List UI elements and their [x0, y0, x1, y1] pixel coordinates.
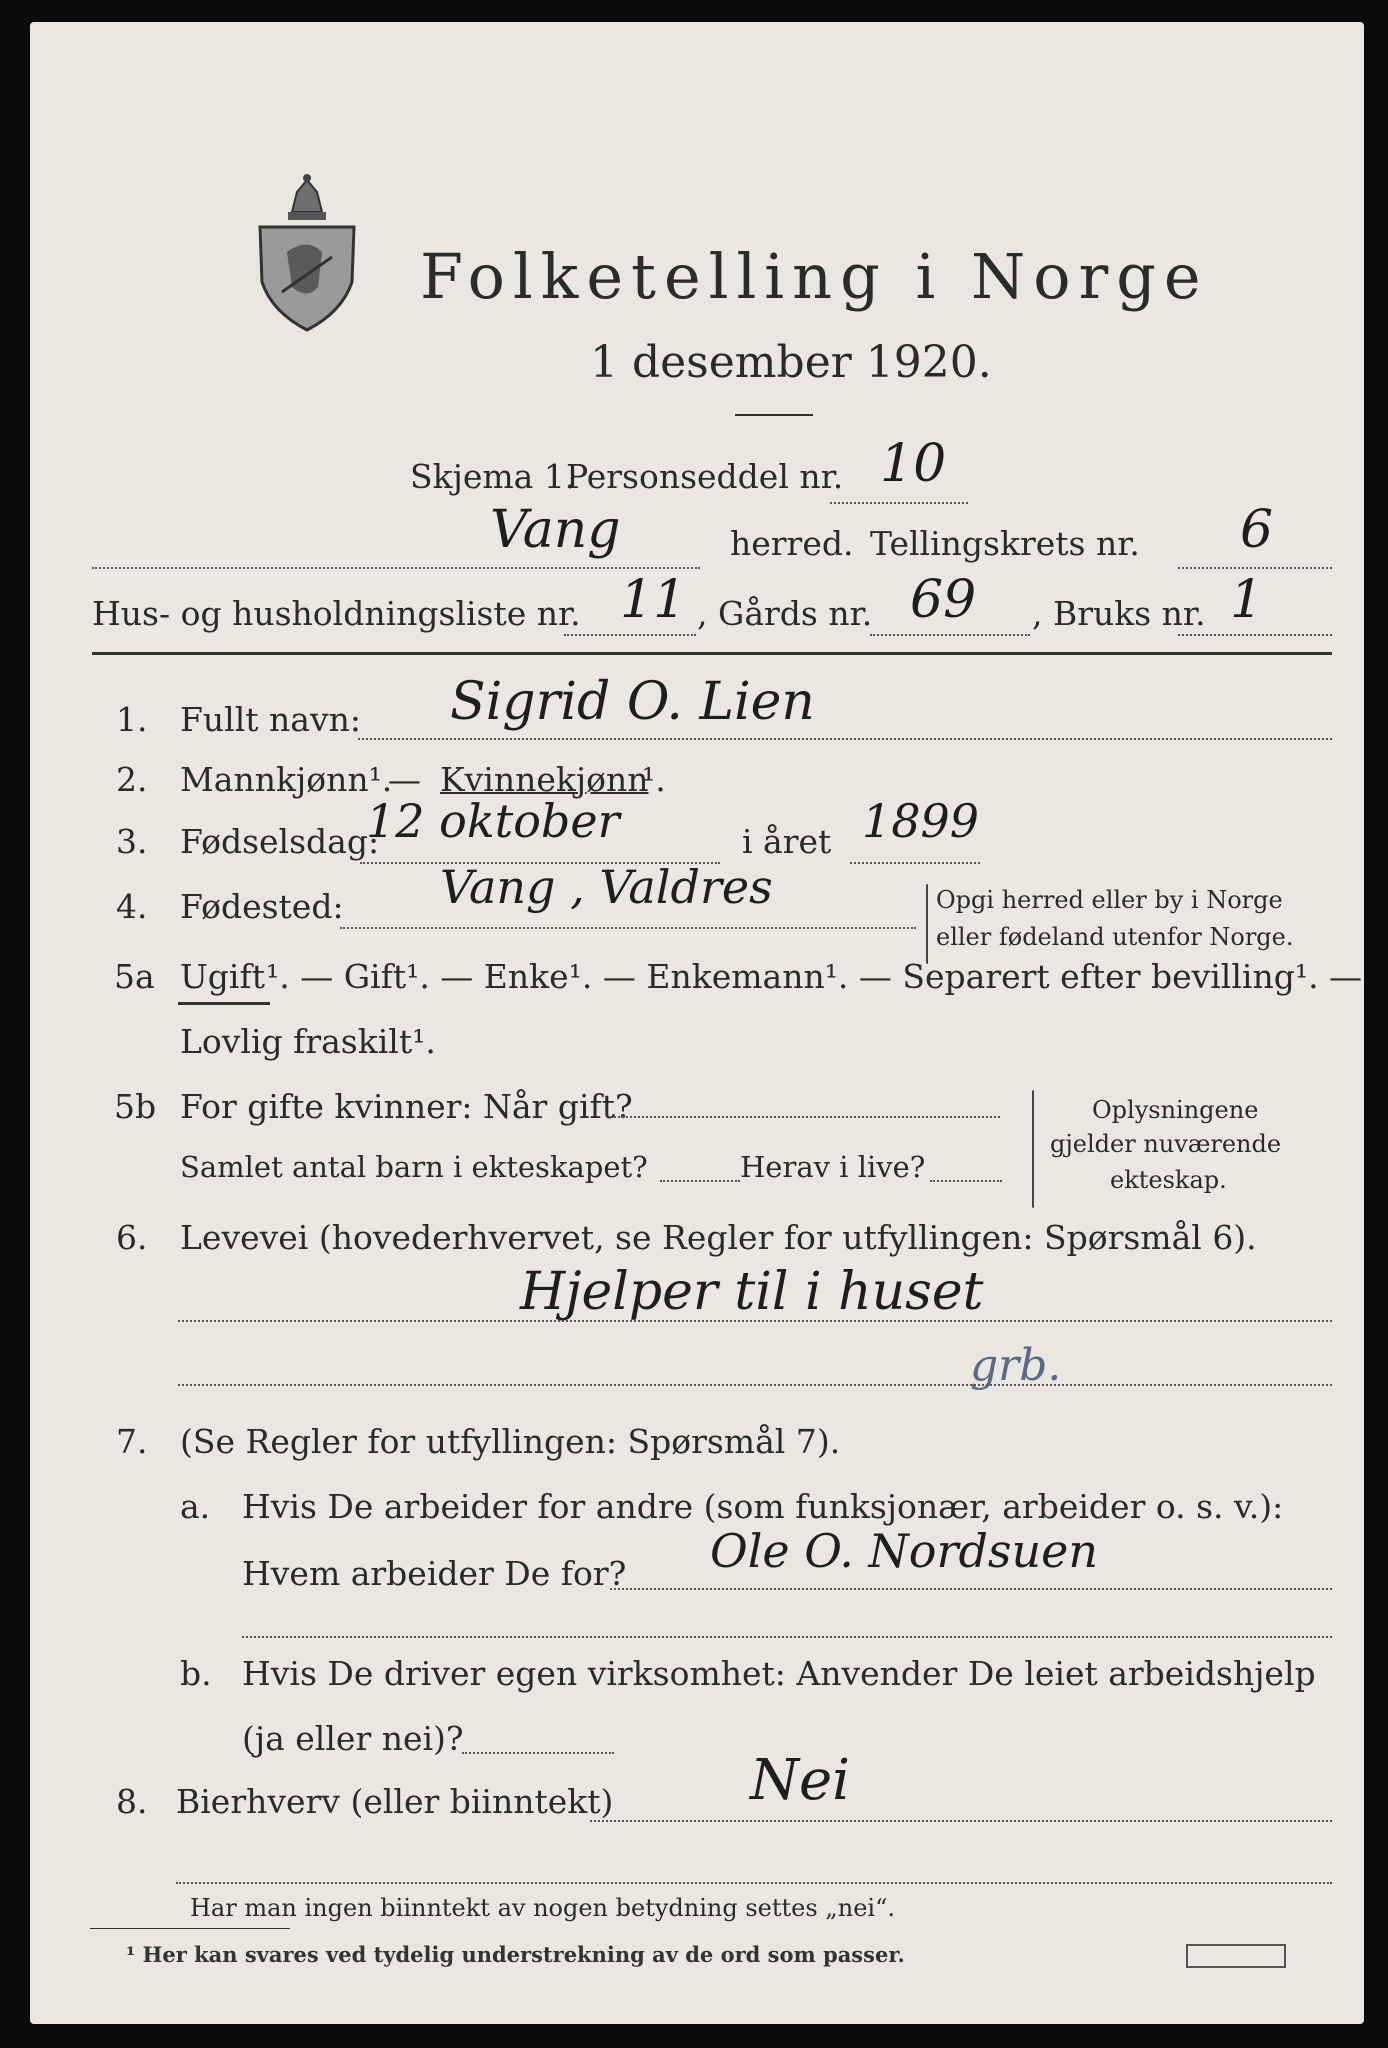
q5b-line1: For gifte kvinner: Når gift?: [180, 1087, 633, 1126]
bruks-label: , Bruks nr.: [1032, 594, 1206, 633]
header-divider: [92, 652, 1332, 655]
q5b-line2b: Herav i live?: [740, 1150, 926, 1184]
q7a-field-line-2: [242, 1636, 1332, 1638]
q4-field-line: [340, 927, 916, 929]
q6-occupation-value[interactable]: Hjelper til i huset: [520, 1262, 984, 1322]
q5b-note-line3: ekteskap.: [1110, 1166, 1227, 1194]
personseddel-label: Personseddel nr.: [566, 457, 844, 496]
q8-field-line: [590, 1820, 1332, 1822]
q3-number: 3.: [116, 822, 148, 861]
q3-year-value[interactable]: 1899: [862, 794, 980, 848]
q5b-number: 5b: [114, 1087, 157, 1126]
q5b-line2a: Samlet antal barn i ekteskapet?: [180, 1150, 648, 1184]
q8-side-income-value[interactable]: Nei: [750, 1748, 851, 1813]
q5a-options[interactable]: ¹. — Gift¹. — Enke¹. — Enkemann¹. — Separert efter bevilling¹. —: [266, 957, 1363, 996]
herred-value[interactable]: Vang: [490, 500, 621, 560]
q6-annotation: grb.: [970, 1340, 1062, 1391]
husliste-value[interactable]: 11: [620, 570, 687, 630]
q1-label: Fullt navn:: [180, 700, 361, 739]
q7a-employer-value[interactable]: Ole O. Nordsuen: [710, 1524, 1098, 1578]
q2-male-option[interactable]: Mannkjønn¹.: [180, 760, 393, 799]
q3-year-field-line: [850, 862, 980, 864]
q5b-when-married-field-line: [610, 1116, 1000, 1118]
q2-female-option-selected[interactable]: Kvinnekjønn: [440, 760, 649, 799]
tellingskrets-field-line: [1178, 567, 1332, 569]
q1-full-name-value[interactable]: Sigrid O. Lien: [450, 672, 815, 732]
q3-label: Fødselsdag:: [180, 822, 380, 861]
biinntekt-note: Har man ingen biinntekt av nogen betydning settes „nei“.: [190, 1894, 895, 1922]
q2-number: 2.: [116, 760, 148, 799]
q7a-line1: Hvis De arbeider for andre (som funksjonær, arbeider o. s. v.):: [242, 1487, 1284, 1526]
q8-field-line-2: [176, 1882, 1332, 1884]
q4-note-brace: [926, 884, 928, 964]
tellingskrets-value[interactable]: 6: [1240, 500, 1274, 560]
personseddel-value[interactable]: 10: [880, 434, 947, 494]
q7a-line2: Hvem arbeider De for?: [242, 1554, 627, 1593]
q4-number: 4.: [116, 887, 148, 926]
q7b-line1: Hvis De driver egen virksomhet: Anvender De leiet arbeidshjelp: [242, 1654, 1316, 1693]
tellingskrets-label: Tellingskrets nr.: [870, 524, 1140, 563]
q4-label: Fødested:: [180, 887, 344, 926]
q7a-letter: a.: [180, 1487, 211, 1526]
q7-label: (Se Regler for utfyllingen: Spørsmål 7).: [180, 1422, 841, 1461]
skjema-label: Skjema 1.: [410, 457, 576, 496]
form-title: Folketelling i Norge: [420, 240, 1209, 313]
q8-label: Bierhverv (eller biinntekt): [176, 1782, 614, 1821]
footnote: ¹ Her kan svares ved tydelig understrekning av de ord som passer.: [126, 1942, 905, 1967]
q7b-line2: (ja eller nei)?: [242, 1719, 464, 1758]
title-divider: [735, 414, 813, 416]
q6-label: Levevei (hovederhvervet, se Regler for utfyllingen: Spørsmål 6).: [180, 1218, 1257, 1257]
q6-field-line-2: [178, 1384, 1332, 1386]
q8-number: 8.: [116, 1782, 148, 1821]
q7b-field-line: [462, 1752, 614, 1754]
herred-label: herred.: [730, 524, 854, 563]
gards-field-line: [870, 634, 1030, 636]
footnote-divider: [90, 1928, 290, 1929]
q7b-letter: b.: [180, 1654, 212, 1693]
q7a-field-line: [610, 1588, 1332, 1590]
q1-field-line: [358, 738, 1332, 740]
bruks-value[interactable]: 1: [1230, 570, 1264, 630]
husliste-label: Hus- og husholdningsliste nr.: [92, 594, 581, 633]
husliste-field-line: [564, 634, 696, 636]
q3-birthdate-value[interactable]: 12 oktober: [366, 794, 620, 848]
q1-number: 1.: [116, 700, 148, 739]
q5b-note-brace: [1032, 1090, 1034, 1208]
q5a-line2[interactable]: Lovlig fraskilt¹.: [180, 1022, 436, 1061]
q5b-children-field-line: [660, 1180, 740, 1182]
coat-of-arms-icon: [252, 172, 362, 332]
q5b-note-line1: Oplysningene: [1092, 1096, 1259, 1124]
q2-separator: —: [388, 760, 421, 799]
q5b-note-line2: gjelder nuværende: [1050, 1130, 1282, 1158]
printer-stamp: [1186, 1944, 1286, 1968]
personseddel-field-line: [830, 502, 968, 504]
q2-tail: ¹.: [642, 760, 666, 799]
q4-birthplace-value[interactable]: Vang , Valdres: [440, 860, 773, 914]
census-form: [30, 22, 1364, 2024]
bruks-field-line: [1178, 634, 1332, 636]
q4-note-line1: Opgi herred eller by i Norge: [936, 886, 1283, 914]
census-date: 1 desember 1920.: [590, 337, 992, 388]
gards-value[interactable]: 69: [910, 570, 977, 630]
q5a-number: 5a: [114, 957, 155, 996]
gards-label: , Gårds nr.: [697, 594, 873, 633]
q6-field-line-1: [178, 1320, 1332, 1322]
q3-year-label: i året: [742, 822, 832, 861]
q5b-alive-field-line: [930, 1180, 1002, 1182]
q5a-ugift-underline: [178, 1002, 270, 1005]
q7-number: 7.: [116, 1422, 148, 1461]
q5a-ugift-option-selected[interactable]: Ugift: [180, 957, 265, 996]
q6-number: 6.: [116, 1218, 148, 1257]
herred-field-line: [92, 567, 700, 569]
q4-note-line2: eller fødeland utenfor Norge.: [936, 923, 1294, 951]
